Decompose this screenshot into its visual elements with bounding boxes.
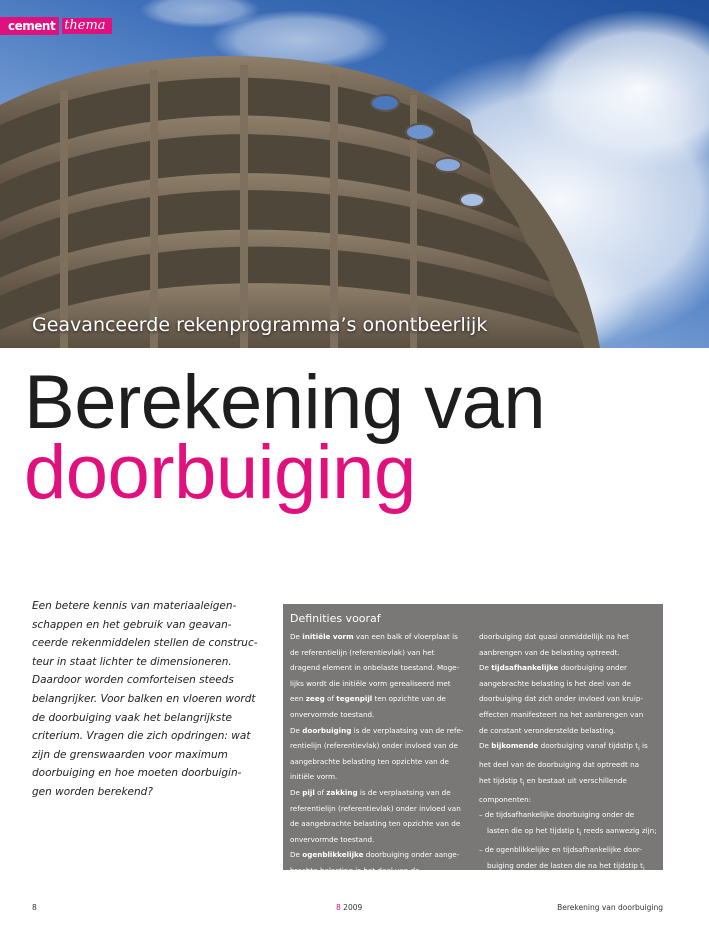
definitions-box: [283, 604, 663, 889]
intro-line: de doorbuiging vaak het belangrijkste: [32, 711, 232, 724]
definitions-column-left: [290, 629, 472, 879]
definition-line: de constant veronderstelde belasting.: [479, 725, 616, 735]
article-title: [24, 360, 546, 515]
term-zakking: zakking: [326, 787, 358, 797]
running-title: Berekening van doorbuiging: [557, 903, 663, 912]
definition-line: onvervormde toestand.: [290, 709, 375, 719]
intro-line: ceerde rekenmiddelen stellen de construc-: [32, 637, 258, 650]
definition-line: lijks wordt die initiële vorm gerealiseerd met: [290, 678, 451, 688]
definition-line: De pijl of zakking is de verplaatsing van de: [290, 787, 451, 797]
definition-line: De initiële vorm van een balk of vloerplaat is: [290, 632, 458, 641]
issue-year: 2009: [343, 903, 363, 912]
issue-number: 8: [336, 903, 341, 912]
term-initiele-vorm: initiële vorm: [302, 632, 354, 641]
definition-line: aanbrengen van de belasting optreedt.: [479, 647, 620, 657]
term-tegenpijl: tegenpijl: [336, 694, 373, 704]
definition-line: brachte belasting is het deel van de: [290, 865, 420, 875]
definition-line: De doorbuiging is de verplaatsing van de refe-: [290, 725, 464, 735]
section-label: thema: [62, 18, 111, 34]
definition-line: effecten manifesteert na het aanbrengen van: [479, 709, 644, 719]
definition-line: – de ogenblikkelijke en tijdsafhankelijke door-: [479, 845, 642, 855]
definition-line: lasten die op het tijdstip $t_i$ reeds aanwezig zijn;: [487, 826, 657, 838]
page-number: 8: [32, 903, 37, 912]
definition-line: aangebrachte belasting is het deel van de: [479, 678, 631, 688]
definitions-title: Definities vooraf: [290, 612, 381, 625]
definition-line: het deel van de doorbuiging dat optreedt na: [479, 760, 640, 770]
title-line-1: Berekening van: [24, 360, 546, 445]
term-tijdsafhankelijke: tijdsafhankelijke: [491, 663, 559, 673]
definition-line: rentielijn (referentievlak) onder invloed van de: [290, 741, 458, 751]
intro-line: zijn de grenswaarden voor maximum: [32, 748, 228, 761]
intro-line: Een betere kennis van materiaaleigen-: [32, 600, 237, 612]
definition-line: initiële vorm.: [290, 772, 338, 782]
definitions-column-right: [479, 629, 661, 892]
definition-line: de referentielijn (referentievlak) van het: [290, 647, 435, 657]
hero-caption: Geavanceerde rekenprogramma’s onontbeerlijk: [32, 314, 488, 336]
cement-logo: cement: [0, 17, 59, 35]
definition-line: een zeeg of tegenpijl ten opzichte van de: [290, 694, 446, 704]
intro-line: schappen en het gebruik van geavan-: [32, 618, 232, 631]
term-pijl: pijl: [302, 787, 315, 797]
issue-info: [336, 903, 362, 912]
definition-line: componenten:: [479, 794, 532, 804]
definition-line: doorbuiging dat zich onder invloed van kruip-: [479, 694, 643, 704]
definition-line: worden aangebracht.: [487, 879, 564, 889]
intro-line: belangrijker. Voor balken en vloeren wordt: [32, 692, 256, 705]
definition-line: het tijdstip $t_i$ en bestaat uit verschillende: [479, 775, 627, 788]
definition-line: dragend element in onbelaste toestand. Moge-: [290, 663, 460, 673]
section-brand: [0, 17, 112, 35]
term-doorbuiging: doorbuiging: [302, 725, 352, 735]
definition-line: De tijdsafhankelijke doorbuiging onder: [479, 663, 627, 673]
intro-paragraph: [32, 597, 258, 802]
title-line-2: doorbuiging: [24, 430, 416, 515]
intro-line: criterium. Vragen die zich opdringen: wat: [32, 730, 251, 743]
intro-line: gen worden berekend?: [32, 785, 153, 798]
intro-line: doorbuiging en hoe moeten doorbuigin-: [32, 767, 242, 780]
definition-line: De ogenblikkelijke doorbuiging onder aange-: [290, 850, 460, 860]
intro-line: Daardoor worden comforteisen steeds: [32, 674, 234, 687]
definition-line: referentielijn (referentievlak) onder invloed van: [290, 803, 461, 813]
definition-line: onvervormde toestand.: [290, 834, 375, 844]
term-ogenblikkelijke: ogenblikkelijke: [302, 850, 364, 860]
hero-photo: [0, 0, 709, 348]
term-zeeg: zeeg: [305, 694, 325, 704]
definition-line: de aangebrachte belasting ten opzichte van de: [290, 819, 461, 829]
intro-line: teur in staat lichter te dimensioneren.: [32, 655, 232, 668]
definition-line: aangebrachte belasting ten opzichte van de: [290, 756, 449, 766]
definition-line: doorbuiging dat quasi onmiddellijk na het: [479, 632, 629, 641]
definition-line: – de tijdsafhankelijke doorbuiging onder de: [479, 810, 635, 820]
building-illustration: [0, 0, 709, 348]
definition-line: De bijkomende doorbuiging vanaf tijdstip $t_i$ is: [479, 741, 648, 753]
definition-line: buiging onder de lasten die na het tijdstip $t_i$: [487, 860, 645, 873]
term-bijkomende: bijkomende: [491, 741, 539, 751]
